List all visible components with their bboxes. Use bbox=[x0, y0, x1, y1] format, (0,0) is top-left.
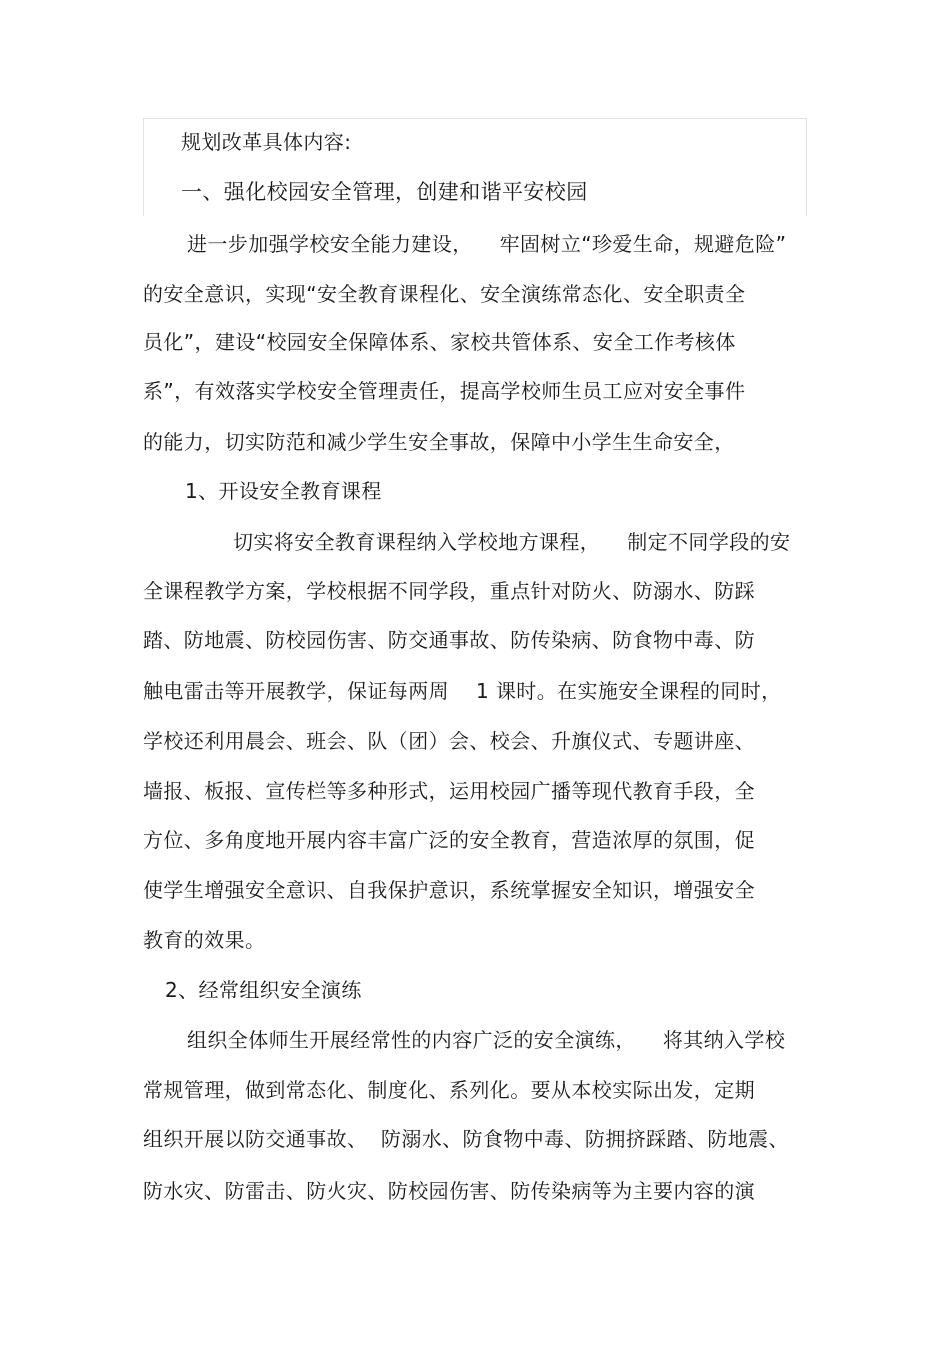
paragraph-line: 切实将安全教育课程纳入学校地方课程， 制定不同学段的安 bbox=[233, 530, 791, 554]
paragraph-line: 员化”，建设“校园安全保障体系、家校共管体系、安全工作考核体 bbox=[143, 330, 736, 354]
subsection-heading: 1、开设安全教育课程 bbox=[185, 479, 382, 503]
document-title: 规划改革具体内容: bbox=[181, 130, 352, 154]
section-heading: 一、强化校园安全管理，创建和谐平安校园 bbox=[181, 180, 588, 204]
paragraph-line: 全课程教学方案，学校根据不同学段，重点针对防火、防溺水、防踩 bbox=[143, 579, 755, 603]
paragraph-line: 踏、防地震、防校园伤害、防交通事故、防传染病、防食物中毒、防 bbox=[143, 628, 755, 652]
paragraph-line: 触电雷击等开展教学，保证每两周 1 课时。在实施安全课程的同时， bbox=[143, 679, 782, 703]
paragraph-line: 使学生增强安全意识、自我保护意识，系统掌握安全知识，增强安全 bbox=[143, 878, 755, 902]
paragraph-line: 组织全体师生开展经常性的内容广泛的安全演练， 将其纳入学校 bbox=[187, 1028, 786, 1052]
paragraph-line: 常规管理，做到常态化、制度化、系列化。要从本校实际出发，定期 bbox=[143, 1078, 755, 1102]
paragraph-line: 方位、多角度地开展内容丰富广泛的安全教育，营造浓厚的氛围，促 bbox=[143, 828, 755, 852]
paragraph-line: 墙报、板报、宣传栏等多种形式，运用校园广播等现代教育手段，全 bbox=[143, 779, 755, 803]
paragraph-line: 的能力，切实防范和减少学生安全事故，保障中小学生生命安全， bbox=[143, 430, 735, 454]
paragraph-line: 系”，有效落实学校安全管理责任，提高学校师生员工应对安全事件 bbox=[143, 379, 746, 403]
paragraph-line: 的安全意识，实现“安全教育课程化、安全演练常态化、安全职责全 bbox=[143, 282, 746, 306]
paragraph-line: 进一步加强学校安全能力建设， 牢固树立“珍爱生命，规避危险” bbox=[187, 232, 787, 256]
paragraph-line: 教育的效果。 bbox=[143, 928, 266, 952]
subsection-heading: 2、经常组织安全演练 bbox=[165, 978, 362, 1002]
paragraph-line: 学校还利用晨会、班会、队（团）会、校会、升旗仪式、专题讲座、 bbox=[143, 729, 755, 753]
paragraph-line: 组织开展以防交通事故、 防溺水、防食物中毒、防拥挤踩踏、防地震、 bbox=[143, 1127, 789, 1151]
paragraph-line: 防水灾、防雷击、防火灾、防校园伤害、防传染病等为主要内容的演 bbox=[143, 1179, 755, 1203]
